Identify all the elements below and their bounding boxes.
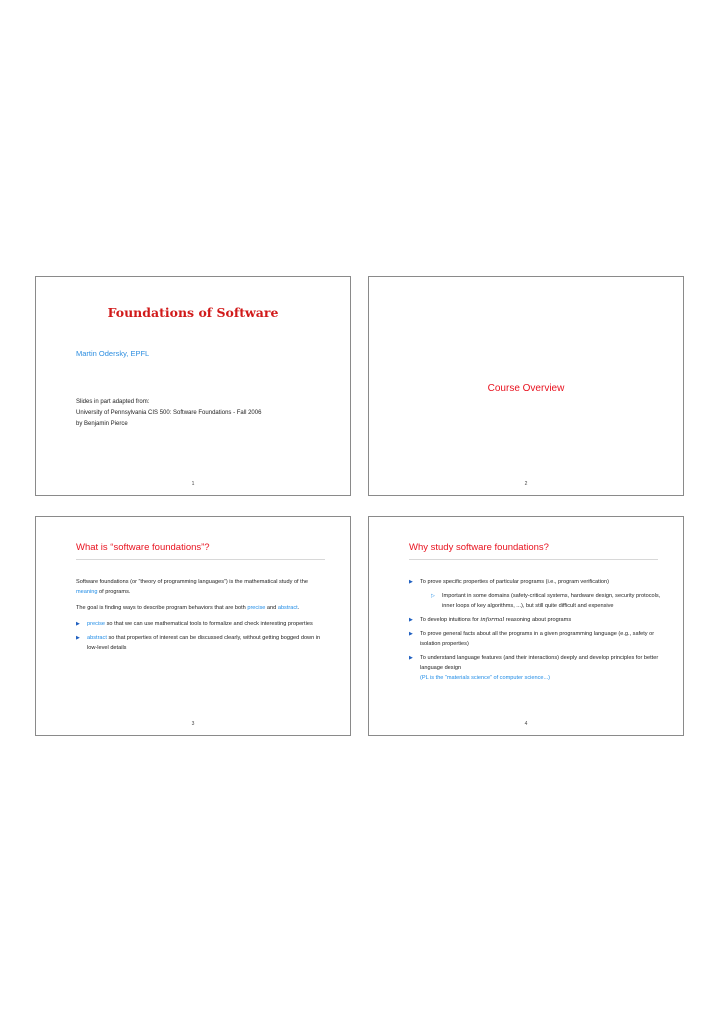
highlight: precise — [247, 605, 266, 611]
author: Martin Odersky, EPFL — [76, 349, 150, 358]
credits — [76, 397, 261, 430]
slide-3 — [35, 516, 351, 736]
section-title: Course Overview — [487, 383, 565, 394]
page-number: 4 — [524, 721, 528, 727]
bullet-item: ▶ To develop intuitions for informal reasoning about programs — [409, 617, 572, 623]
credits-line: University of Pennsylvania CIS 500: Software Foundations - Fall 2006 — [76, 410, 262, 416]
slide-title: What is “software foundations”? — [76, 542, 325, 560]
sub-bullet-item: ▷ Important in some domains (safety-critical systems, hardware design, security protocols, inner loops of key algorithms, ...), but still quite difficult and expensive — [431, 593, 661, 609]
bullet-triangle-icon: ▶ — [409, 579, 413, 585]
bullet-item: ▶ To prove general facts about all the programs in a given programming language (e.g., safety or isolation properties) — [409, 631, 655, 647]
slide-2 — [368, 276, 684, 496]
bullet-item: ▶ To prove specific properties of particular programs (i.e., program verification) — [409, 579, 610, 585]
bullet-triangle-icon: ▶ — [409, 655, 413, 661]
bullet-item: ▶ abstract so that properties of interest can be discussed clearly, without getting bogged down in low-level details — [76, 635, 321, 651]
slide-4 — [368, 516, 684, 736]
bullet-triangle-icon: ▶ — [409, 617, 413, 623]
page-number: 2 — [524, 481, 528, 487]
credits-line: by Benjamin Pierce — [76, 421, 128, 427]
sub-bullet-triangle-icon: ▷ — [431, 593, 435, 599]
bullet-item: ▶ precise so that we can use mathematical tools to formalize and check interesting properties — [76, 621, 313, 627]
slide-title: Foundations of Software — [107, 305, 279, 320]
slide-1 — [35, 276, 351, 496]
page-number: 3 — [191, 721, 195, 727]
bullet-item: ▶ To understand language features (and their interactions) deeply and develop principles for better language design (PL is the “materials science” of computer science...) — [409, 655, 659, 681]
highlight: abstract — [277, 605, 298, 611]
paragraph: Software foundations (or ”theory of programming languages”) is the mathematical study of the meaning of programs. — [76, 579, 308, 595]
bullet-triangle-icon: ▶ — [76, 621, 80, 627]
slide-body — [409, 577, 663, 687]
credits-line: Slides in part adapted from: — [76, 399, 150, 405]
bullet-triangle-icon: ▶ — [409, 631, 413, 637]
slide-title: Why study software foundations? — [409, 542, 658, 560]
bullet-triangle-icon: ▶ — [76, 635, 80, 641]
paragraph: The goal is finding ways to describe program behaviors that are both precise and abstract. — [76, 605, 300, 611]
slide-body — [76, 577, 330, 657]
highlight: meaning — [76, 589, 98, 595]
page-number: 1 — [191, 481, 195, 487]
note: (PL is the “materials science” of computer science...) — [420, 675, 551, 681]
